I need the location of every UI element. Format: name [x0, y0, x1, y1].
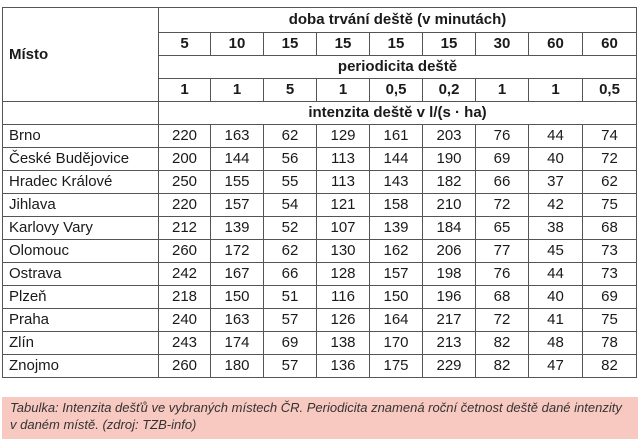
intensity-value: 82	[476, 355, 529, 378]
duration-value: 30	[476, 33, 529, 56]
intensity-value: 56	[264, 148, 317, 171]
periodicity-value: 1	[211, 79, 264, 102]
table-row	[3, 309, 637, 332]
intensity-value: 129	[317, 125, 370, 148]
intensity-value: 158	[370, 194, 423, 217]
intensity-value: 40	[529, 148, 583, 171]
intensity-value: 68	[476, 286, 529, 309]
duration-value: 60	[529, 33, 583, 56]
table-row	[3, 217, 637, 240]
intensity-value: 62	[583, 171, 637, 194]
intensity-value: 206	[423, 240, 476, 263]
intensity-value: 218	[159, 286, 211, 309]
intensity-value: 107	[317, 217, 370, 240]
intensity-value: 157	[211, 194, 264, 217]
table-row	[3, 171, 637, 194]
intensity-value: 69	[476, 148, 529, 171]
periodicity-value: 5	[264, 79, 317, 102]
intensity-value: 128	[317, 263, 370, 286]
intensity-value: 45	[529, 240, 583, 263]
intensity-value: 243	[159, 332, 211, 355]
intensity-value: 162	[370, 240, 423, 263]
intensity-value: 82	[583, 355, 637, 378]
intensity-value: 78	[583, 332, 637, 355]
place-name: České Budějovice	[3, 148, 159, 171]
intensity-value: 116	[317, 286, 370, 309]
intensity-value: 72	[476, 194, 529, 217]
periodicity-value: 0,2	[423, 79, 476, 102]
table-row	[3, 194, 637, 217]
intensity-value: 144	[370, 148, 423, 171]
intensity-value: 157	[370, 263, 423, 286]
intensity-value: 47	[529, 355, 583, 378]
intensity-value: 190	[423, 148, 476, 171]
intensity-value: 37	[529, 171, 583, 194]
intensity-value: 69	[264, 332, 317, 355]
intensity-value: 242	[159, 263, 211, 286]
intensity-value: 75	[583, 194, 637, 217]
periodicity-value: 1	[529, 79, 583, 102]
table-row	[3, 125, 637, 148]
periodicity-value: 0,5	[370, 79, 423, 102]
intensity-value: 139	[211, 217, 264, 240]
intensity-value: 44	[529, 263, 583, 286]
intensity-value: 138	[317, 332, 370, 355]
intensity-value: 144	[211, 148, 264, 171]
intensity-value: 48	[529, 332, 583, 355]
place-name: Plzeň	[3, 286, 159, 309]
rain-intensity-table	[2, 7, 637, 378]
duration-header: doba trvání deště (v minutách)	[159, 8, 637, 33]
intensity-value: 66	[264, 263, 317, 286]
intensity-value: 65	[476, 217, 529, 240]
place-name: Olomouc	[3, 240, 159, 263]
intensity-value: 44	[529, 125, 583, 148]
intensity-value: 68	[583, 217, 637, 240]
intensity-value: 73	[583, 263, 637, 286]
intensity-value: 180	[211, 355, 264, 378]
intensity-value: 52	[264, 217, 317, 240]
intensity-value: 150	[211, 286, 264, 309]
intensity-value: 72	[583, 148, 637, 171]
intensity-value: 62	[264, 125, 317, 148]
place-column-header: Místo	[3, 8, 159, 102]
intensity-value: 139	[370, 217, 423, 240]
intensity-value: 38	[529, 217, 583, 240]
duration-value: 5	[159, 33, 211, 56]
periodicity-value: 0,5	[583, 79, 637, 102]
intensity-value: 57	[264, 309, 317, 332]
place-name: Praha	[3, 309, 159, 332]
periodicity-header: periodicita deště	[159, 56, 637, 79]
place-name: Ostrava	[3, 263, 159, 286]
table-row	[3, 286, 637, 309]
periodicity-value: 1	[317, 79, 370, 102]
periodicity-value: 1	[476, 79, 529, 102]
intensity-value: 172	[211, 240, 264, 263]
intensity-value: 210	[423, 194, 476, 217]
intensity-value: 240	[159, 309, 211, 332]
duration-value: 10	[211, 33, 264, 56]
intensity-value: 182	[423, 171, 476, 194]
place-name: Znojmo	[3, 355, 159, 378]
intensity-value: 54	[264, 194, 317, 217]
intensity-value: 155	[211, 171, 264, 194]
intensity-value: 41	[529, 309, 583, 332]
intensity-value: 55	[264, 171, 317, 194]
table-row	[3, 263, 637, 286]
intensity-value: 62	[264, 240, 317, 263]
intensity-value: 250	[159, 171, 211, 194]
intensity-header-spacer	[3, 102, 159, 125]
place-name: Karlovy Vary	[3, 217, 159, 240]
intensity-value: 260	[159, 240, 211, 263]
intensity-value: 76	[476, 125, 529, 148]
intensity-value: 220	[159, 194, 211, 217]
intensity-value: 51	[264, 286, 317, 309]
table-row	[3, 240, 637, 263]
intensity-value: 77	[476, 240, 529, 263]
intensity-value: 76	[476, 263, 529, 286]
intensity-value: 184	[423, 217, 476, 240]
duration-value: 15	[423, 33, 476, 56]
intensity-value: 82	[476, 332, 529, 355]
intensity-value: 220	[159, 125, 211, 148]
intensity-value: 196	[423, 286, 476, 309]
place-name: Jihlava	[3, 194, 159, 217]
intensity-value: 42	[529, 194, 583, 217]
intensity-value: 57	[264, 355, 317, 378]
intensity-value: 66	[476, 171, 529, 194]
intensity-value: 113	[317, 148, 370, 171]
intensity-value: 161	[370, 125, 423, 148]
duration-value: 60	[583, 33, 637, 56]
periodicity-value: 1	[159, 79, 211, 102]
intensity-value: 213	[423, 332, 476, 355]
intensity-value: 260	[159, 355, 211, 378]
table-row	[3, 148, 637, 171]
intensity-value: 121	[317, 194, 370, 217]
intensity-value: 150	[370, 286, 423, 309]
intensity-value: 72	[476, 309, 529, 332]
intensity-value: 198	[423, 263, 476, 286]
intensity-value: 200	[159, 148, 211, 171]
intensity-value: 167	[211, 263, 264, 286]
intensity-value: 130	[317, 240, 370, 263]
intensity-value: 69	[583, 286, 637, 309]
intensity-value: 40	[529, 286, 583, 309]
intensity-value: 163	[211, 309, 264, 332]
intensity-value: 229	[423, 355, 476, 378]
intensity-value: 143	[370, 171, 423, 194]
place-name: Brno	[3, 125, 159, 148]
duration-value: 15	[264, 33, 317, 56]
intensity-value: 74	[583, 125, 637, 148]
intensity-value: 164	[370, 309, 423, 332]
intensity-value: 75	[583, 309, 637, 332]
table-caption: Tabulka: Intenzita dešťů ve vybraných místech ČR. Periodicita znamená roční četnost deště dané intenzity v daném místě. (zdroj: TZB-info)	[2, 397, 638, 439]
place-name: Hradec Králové	[3, 171, 159, 194]
rain-intensity-table-container	[2, 7, 636, 378]
intensity-value: 126	[317, 309, 370, 332]
intensity-value: 203	[423, 125, 476, 148]
intensity-value: 212	[159, 217, 211, 240]
intensity-value: 136	[317, 355, 370, 378]
duration-value: 15	[317, 33, 370, 56]
table-row	[3, 355, 637, 378]
table-row	[3, 332, 637, 355]
place-name: Zlín	[3, 332, 159, 355]
intensity-value: 175	[370, 355, 423, 378]
intensity-header: intenzita deště v l/(s · ha)	[159, 102, 637, 125]
intensity-value: 170	[370, 332, 423, 355]
intensity-value: 163	[211, 125, 264, 148]
intensity-value: 174	[211, 332, 264, 355]
duration-value: 15	[370, 33, 423, 56]
intensity-value: 217	[423, 309, 476, 332]
intensity-value: 73	[583, 240, 637, 263]
intensity-value: 113	[317, 171, 370, 194]
